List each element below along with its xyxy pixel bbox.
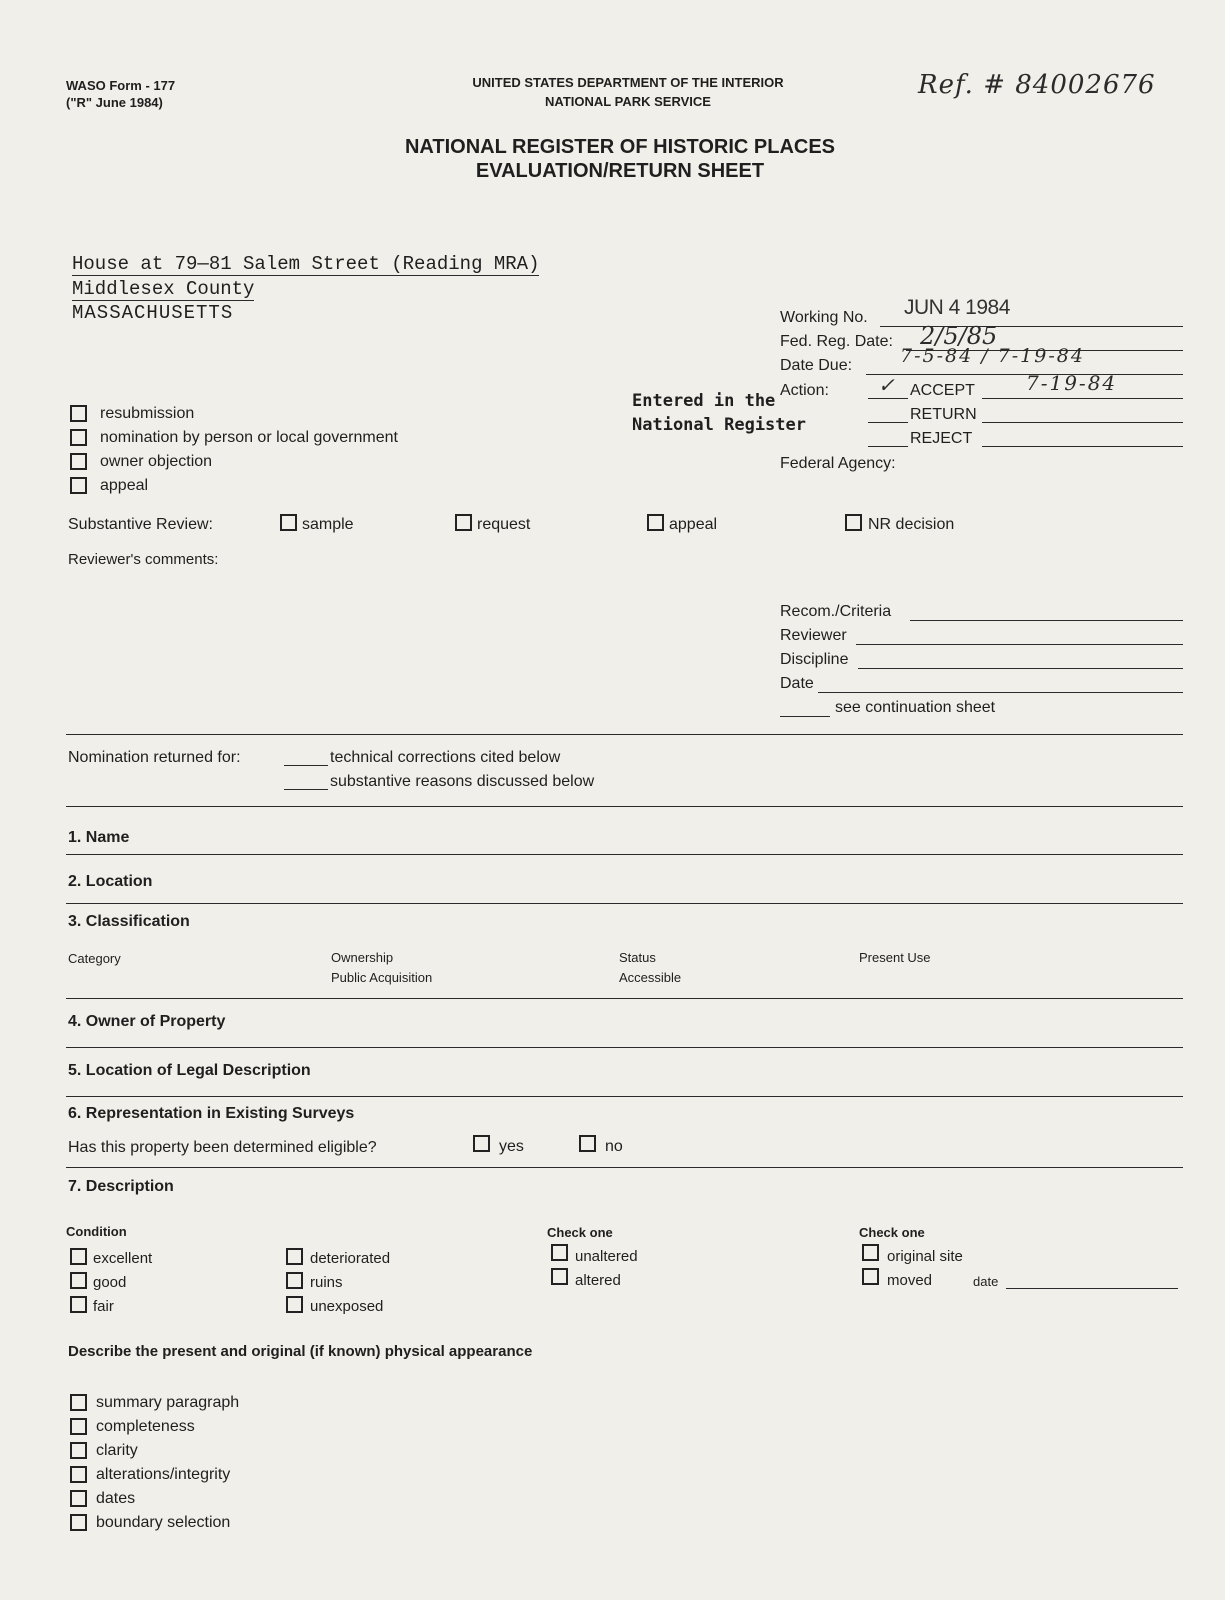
accept-line bbox=[868, 398, 908, 399]
property-name: House at 79—81 Salem Street (Reading MRA) bbox=[72, 253, 540, 275]
unexposed-label: unexposed bbox=[310, 1298, 384, 1315]
sample-label: sample bbox=[302, 516, 354, 533]
check-one-label-1: Check one bbox=[547, 1225, 613, 1240]
deteriorated-label: deteriorated bbox=[310, 1250, 391, 1267]
service: NATIONAL PARK SERVICE bbox=[545, 94, 711, 109]
reject-label: REJECT bbox=[910, 430, 973, 447]
section-location: 2. Location bbox=[68, 873, 153, 890]
property-state: MASSACHUSETTS bbox=[72, 302, 234, 324]
page-title: NATIONAL REGISTER OF HISTORIC PLACES bbox=[404, 136, 836, 158]
discipline-label: Discipline bbox=[780, 651, 849, 668]
section-description: 7. Description bbox=[68, 1178, 174, 1195]
divider bbox=[66, 854, 1183, 855]
present-use-label: Present Use bbox=[859, 950, 931, 965]
return-date-line bbox=[982, 422, 1183, 423]
accessible-label: Accessible bbox=[619, 970, 682, 985]
fed-reg-label: Fed. Reg. Date: bbox=[780, 333, 893, 350]
substantive-reasons-label: substantive reasons discussed below bbox=[330, 773, 595, 790]
date-due-line bbox=[866, 374, 1183, 375]
moved-date-label: date bbox=[973, 1274, 999, 1289]
reviewer-date-label: Date bbox=[780, 675, 814, 692]
divider bbox=[66, 1096, 1183, 1097]
divider bbox=[66, 806, 1183, 807]
moved-label: moved bbox=[887, 1272, 933, 1289]
check-one-label-2: Check one bbox=[859, 1225, 925, 1240]
working-no-label: Working No. bbox=[780, 309, 868, 326]
divider bbox=[66, 1167, 1183, 1168]
public-acquisition-label: Public Acquisition bbox=[331, 970, 433, 985]
accept-date-line bbox=[982, 398, 1183, 399]
appeal-checkbox[interactable] bbox=[70, 477, 87, 494]
recom-criteria-line bbox=[910, 620, 1183, 621]
nomination-label: nomination by person or local government bbox=[100, 429, 398, 446]
eligible-no-label: no bbox=[605, 1138, 623, 1155]
category-label: Category bbox=[68, 951, 121, 966]
resubmission-checkbox[interactable] bbox=[70, 405, 87, 422]
divider bbox=[66, 734, 1183, 735]
ruins-checkbox[interactable] bbox=[286, 1272, 303, 1289]
divider bbox=[66, 903, 1183, 904]
date-due-label: Date Due: bbox=[780, 357, 853, 374]
sample-checkbox[interactable] bbox=[280, 514, 297, 531]
entered-stamp-line2: National Register bbox=[632, 415, 806, 435]
alterations-integrity-label: alterations/integrity bbox=[96, 1466, 231, 1483]
divider bbox=[66, 998, 1183, 999]
status-label: Status bbox=[619, 950, 656, 965]
eligible-question: Has this property been determined eligible? bbox=[68, 1139, 377, 1156]
moved-date-line bbox=[1006, 1288, 1178, 1289]
date-due-value: 7-5-84 / 7-19-84 bbox=[900, 345, 1085, 367]
section-name: 1. Name bbox=[68, 829, 130, 846]
returned-for-label: Nomination returned for: bbox=[68, 749, 241, 766]
clarity-label: clarity bbox=[96, 1442, 138, 1459]
section-classification: 3. Classification bbox=[68, 913, 190, 930]
good-checkbox[interactable] bbox=[70, 1272, 87, 1289]
altered-label: altered bbox=[575, 1272, 621, 1289]
reviewer-label: Reviewer bbox=[780, 627, 847, 644]
return-label: RETURN bbox=[910, 406, 977, 423]
unaltered-checkbox[interactable] bbox=[551, 1244, 568, 1261]
summary-paragraph-label: summary paragraph bbox=[96, 1394, 240, 1411]
resubmission-label: resubmission bbox=[100, 405, 195, 422]
reviewer-line bbox=[856, 644, 1183, 645]
form-id: WASO Form - 177 bbox=[66, 78, 176, 93]
action-label: Action: bbox=[780, 382, 829, 399]
owner-objection-checkbox[interactable] bbox=[70, 453, 87, 470]
appeal-label: appeal bbox=[100, 477, 149, 494]
federal-agency-label: Federal Agency: bbox=[780, 455, 896, 472]
fed-reg-value: 2/5/85 bbox=[920, 322, 998, 350]
describe-label: Describe the present and original (if known) physical appearance bbox=[68, 1343, 533, 1360]
substantive-review-label: Substantive Review: bbox=[68, 516, 213, 533]
property-county: Middlesex County bbox=[72, 278, 255, 300]
continuation-line bbox=[780, 716, 830, 717]
ruins-label: ruins bbox=[310, 1274, 343, 1291]
nr-decision-label: NR decision bbox=[868, 516, 955, 533]
excellent-label: excellent bbox=[93, 1250, 153, 1267]
review-appeal-checkbox[interactable] bbox=[647, 514, 664, 531]
boundary-selection-label: boundary selection bbox=[96, 1514, 231, 1531]
alterations-integrity-checkbox[interactable] bbox=[70, 1466, 87, 1483]
section-surveys: 6. Representation in Existing Surveys bbox=[68, 1105, 355, 1122]
eligible-no-checkbox[interactable] bbox=[579, 1135, 596, 1152]
deteriorated-checkbox[interactable] bbox=[286, 1248, 303, 1265]
page-subtitle: EVALUATION/RETURN SHEET bbox=[475, 160, 765, 182]
original-site-checkbox[interactable] bbox=[862, 1244, 879, 1261]
reject-line bbox=[868, 446, 908, 447]
continuation-sheet-label: see continuation sheet bbox=[835, 699, 996, 716]
completeness-checkbox[interactable] bbox=[70, 1418, 87, 1435]
eligible-yes-checkbox[interactable] bbox=[473, 1135, 490, 1152]
boundary-selection-checkbox[interactable] bbox=[70, 1514, 87, 1531]
working-no-stamp: JUN 4 1984 bbox=[904, 296, 1010, 319]
divider bbox=[66, 1047, 1183, 1048]
moved-checkbox[interactable] bbox=[862, 1268, 879, 1285]
ownership-label: Ownership bbox=[331, 950, 394, 965]
unexposed-checkbox[interactable] bbox=[286, 1296, 303, 1313]
dates-checkbox[interactable] bbox=[70, 1490, 87, 1507]
section-legal-description: 5. Location of Legal Description bbox=[68, 1062, 311, 1079]
discipline-line bbox=[858, 668, 1183, 669]
excellent-checkbox[interactable] bbox=[70, 1248, 87, 1265]
summary-paragraph-checkbox[interactable] bbox=[70, 1394, 87, 1411]
unaltered-label: unaltered bbox=[575, 1248, 638, 1265]
department: UNITED STATES DEPARTMENT OF THE INTERIOR bbox=[472, 75, 784, 90]
reviewer-date-line bbox=[818, 692, 1183, 693]
recom-criteria-label: Recom./Criteria bbox=[780, 603, 892, 620]
substantive-line bbox=[284, 789, 328, 790]
request-checkbox[interactable] bbox=[455, 514, 472, 531]
dates-label: dates bbox=[96, 1490, 136, 1507]
accept-date-value: 7-19-84 bbox=[1026, 371, 1118, 395]
nr-decision-checkbox[interactable] bbox=[845, 514, 862, 531]
return-line bbox=[868, 422, 908, 423]
reviewer-comments-label: Reviewer's comments: bbox=[68, 551, 219, 568]
accept-label: ACCEPT bbox=[910, 382, 975, 399]
accept-checkmark: ✓ bbox=[878, 373, 895, 397]
eligible-yes-label: yes bbox=[499, 1138, 524, 1155]
technical-corrections-label: technical corrections cited below bbox=[330, 749, 561, 766]
section-owner: 4. Owner of Property bbox=[68, 1013, 226, 1030]
completeness-label: completeness bbox=[96, 1418, 195, 1435]
altered-checkbox[interactable] bbox=[551, 1268, 568, 1285]
clarity-checkbox[interactable] bbox=[70, 1442, 87, 1459]
entered-stamp-line1: Entered in the bbox=[632, 391, 776, 411]
good-label: good bbox=[93, 1274, 127, 1291]
technical-line bbox=[284, 765, 328, 766]
reject-date-line bbox=[982, 446, 1183, 447]
fair-label: fair bbox=[93, 1298, 114, 1315]
original-site-label: original site bbox=[887, 1248, 963, 1265]
form-date: ("R" June 1984) bbox=[66, 95, 163, 110]
review-appeal-label: appeal bbox=[669, 516, 718, 533]
nomination-checkbox[interactable] bbox=[70, 429, 87, 446]
owner-objection-label: owner objection bbox=[100, 453, 213, 470]
reference-number: Ref. # 84002676 bbox=[918, 70, 1156, 100]
condition-label: Condition bbox=[66, 1224, 127, 1239]
request-label: request bbox=[477, 516, 531, 533]
fair-checkbox[interactable] bbox=[70, 1296, 87, 1313]
